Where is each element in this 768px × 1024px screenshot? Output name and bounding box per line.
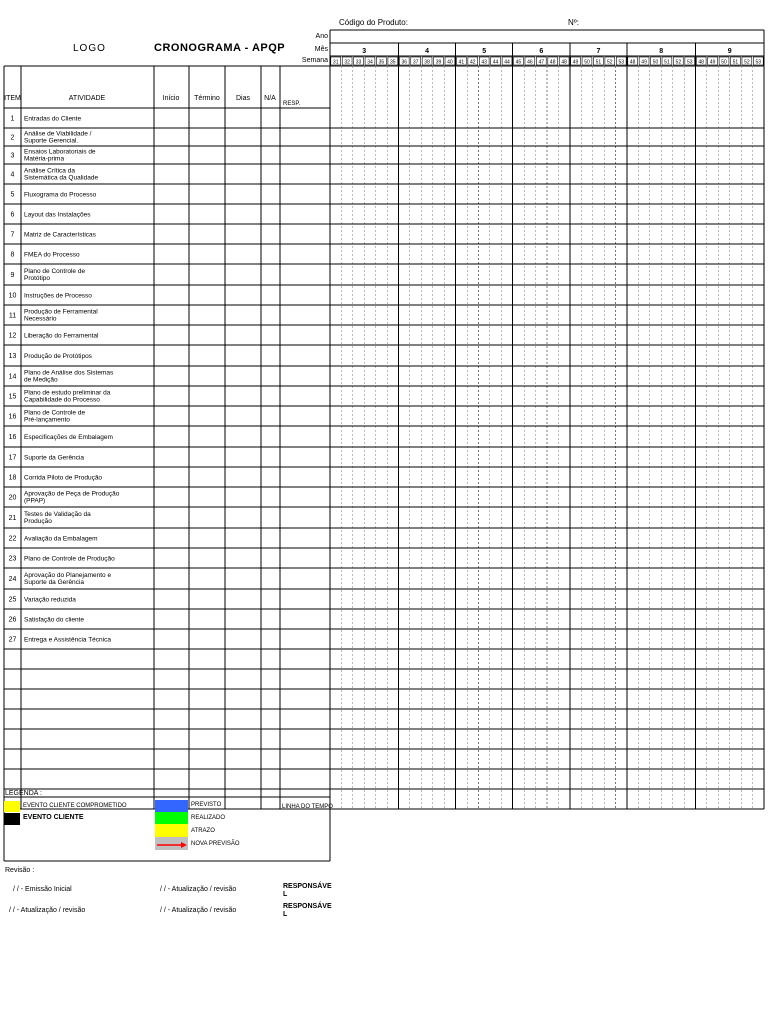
month-label: 3 [362,48,367,55]
activity-item-number: 21 [8,515,17,522]
activity-item-number: 2 [10,134,15,142]
product-code-label: Código do Produto: [339,18,408,27]
month-label: 5 [482,48,487,55]
legend-title: LEGENDA : [5,790,42,797]
activity-item-number: 5 [10,191,15,199]
activity-item-number: 20 [8,494,17,502]
col-activity-header: ATIVIDADE [68,95,106,102]
activity-item-number: 1 [10,115,15,123]
activity-name: Avaliação da Embalagem [24,535,98,543]
week-label: 42 [469,59,476,66]
week-label: 53 [618,59,625,66]
month-label: 7 [596,48,601,55]
activity-name: Variação reduzida [24,596,76,604]
activity-item-number: 23 [8,555,17,563]
month-label: 8 [659,48,664,55]
activity-name: Necessário [24,315,57,323]
activity-item-number: 24 [8,576,17,583]
activity-name: Plano de estudo preliminar da [24,389,111,397]
week-label: 51 [595,59,602,66]
activity-name: Plano de Controle de [24,409,86,417]
activity-item-number: 17 [8,454,17,462]
activity-name: de Medição [24,376,58,384]
activity-name: Ensaios Laboratoriais de [24,148,96,156]
activity-name: Matriz de Características [24,231,96,239]
week-label: 48 [629,59,636,66]
col-na-header: N/A [264,95,276,102]
logo: LOGO [73,43,106,54]
activity-name: Sistemática da Qualidade [24,174,99,182]
legend-done-swatch [155,812,188,824]
activity-item-number: 7 [10,231,15,239]
activity-name: Plano de Controle de Produção [24,555,115,563]
activity-item-number: 18 [8,474,17,482]
activity-name: Pré-lançamento [24,416,70,424]
activity-item-number: 6 [10,211,15,219]
activity-name: Análise de Viabilidade / [24,130,92,138]
activity-name: Matéria-prima [24,155,65,163]
activity-item-number: 14 [8,373,17,381]
activity-name: Testes de Validação da [24,511,91,518]
number-label: Nº: [568,18,579,27]
week-label: 36 [401,59,408,66]
week-label: 48 [561,59,567,66]
activity-name: Suporte Gerencial. [24,137,79,145]
week-label: Semana [301,57,328,64]
week-label: 46 [527,59,533,66]
week-label: 47 [538,59,545,66]
week-label: 45 [515,59,522,66]
activity-name: Aprovação do Planejamento e [24,572,112,579]
legend-client-event-label: EVENTO CLIENTE [23,814,84,821]
activity-item-number: 27 [8,636,17,644]
legend-committed-label: EVENTO CLIENTE COMPROMETIDO [23,803,127,809]
col-days-header: Dias [235,95,251,102]
week-label: 53 [686,59,693,66]
activity-name: FMEA do Processo [24,251,80,259]
activity-item-number: 22 [8,535,17,543]
month-label: 9 [727,48,732,55]
activity-item-number: 9 [10,272,15,279]
activity-item-number: 26 [8,616,17,624]
arrow-right-icon [155,841,188,849]
week-label: 48 [698,59,704,66]
activity-name: Layout das Instalações [24,211,91,219]
revision-row-2-resp: RESPONSÁVEL [283,903,332,918]
week-label: 40 [447,59,453,66]
activity-item-number: 10 [8,292,17,300]
activity-name: Instruções de Processo [24,292,92,300]
activity-item-number: 8 [10,251,15,259]
week-label: 35 [378,59,385,66]
legend-new-forecast-label: NOVA PREVISÃO [191,841,240,847]
week-label: 37 [412,59,419,66]
legend-planned-label: PREVISTO [191,802,222,808]
activity-name: Capabilidade do Processo [24,396,100,404]
revision-row-2-right: / / - Atualização / revisão [160,907,237,914]
week-label: 50 [584,59,590,66]
week-label: 34 [367,59,373,66]
activity-item-number: 4 [10,171,15,179]
activity-name: Produção de Ferramental [24,308,98,316]
week-label: 49 [709,59,716,66]
activity-name: Suporte da Gerência [24,579,84,586]
activity-item-number: 3 [10,152,15,160]
week-label: 48 [549,59,556,66]
activity-name: Protótipo [24,275,51,282]
week-label: 31 [332,59,339,66]
activity-name: Suporte da Gerência [24,454,84,462]
legend-late-swatch [155,824,188,837]
week-label: 49 [572,59,579,66]
week-label: 39 [435,59,442,66]
week-label: 41 [458,59,465,66]
activity-name: Produção [24,518,52,525]
activity-item-number: 16 [8,434,17,441]
col-item-header: ITEM [4,95,21,102]
revision-row-1-resp: RESPONSÁVEL [283,883,332,898]
activity-name: Plano de Análise dos Sistemas [24,369,114,377]
activity-name: Produção de Protótipos [24,353,92,360]
week-label: 44 [492,59,499,66]
activity-name: Especificações de Embalagem [24,434,113,441]
month-label: Mês [314,46,328,53]
week-label: 51 [664,59,670,66]
activity-name: Corrida Piloto de Produção [24,474,103,482]
week-label: 50 [652,59,659,66]
revision-row-2-left: / / - Atualização / revisão [9,907,86,914]
week-label: 35 [390,59,396,66]
legend-late-label: ATRAZO [191,828,215,834]
week-label: 44 [504,59,510,66]
week-label: 32 [344,59,350,66]
activity-item-number: 15 [8,393,17,401]
revision-row-1-right: / / - Atualização / revisão [160,886,237,893]
activity-name: Fluxograma do Processo [24,191,97,199]
month-label: 6 [539,48,544,55]
page-title: CRONOGRAMA - APQP [154,42,286,54]
legend-planned-swatch [155,800,188,812]
activity-name: Aprovação de Peça de Produção [24,490,120,498]
week-label: 52 [744,59,750,66]
revision-row-1-left: / / - Emissão Inicial [13,886,72,893]
activity-name: Análise Crítica da [24,167,75,175]
week-label: 43 [481,59,487,66]
week-label: 52 [607,59,613,66]
legend-client-event-swatch [4,813,20,825]
col-resp-header: RESP. [283,101,301,107]
week-label: 38 [424,59,430,66]
revision-label: Revisão : [5,867,35,874]
legend-timeline-label: LINHA DO TEMPO [282,804,333,810]
legend-done-label: REALIZADO [191,815,226,821]
activity-item-number: 25 [8,596,17,604]
activity-name: Plano de Controle de [24,268,86,275]
legend-committed-swatch [4,801,20,812]
activity-item-number: 11 [8,312,17,320]
activity-name: Entradas do Cliente [24,115,82,123]
week-label: 52 [675,59,682,66]
week-label: 53 [755,59,762,66]
col-end-header: Término [194,95,220,102]
year-label: Ano [315,33,328,40]
activity-item-number: 13 [8,353,17,360]
week-label: 51 [732,59,739,66]
activity-name: (PPAP) [24,497,46,505]
activity-name: Entrega e Assistência Técnica [24,636,111,644]
week-label: 50 [721,59,727,66]
activity-item-number: 12 [8,332,17,340]
week-label: 49 [641,59,647,66]
col-start-header: Início [162,95,180,102]
activity-name: Liberação do Ferramental [24,332,99,340]
activity-item-number: 16 [8,413,17,421]
week-label: 33 [355,59,362,66]
activity-name: Satisfação do cliente [24,616,84,624]
month-label: 4 [425,48,430,55]
